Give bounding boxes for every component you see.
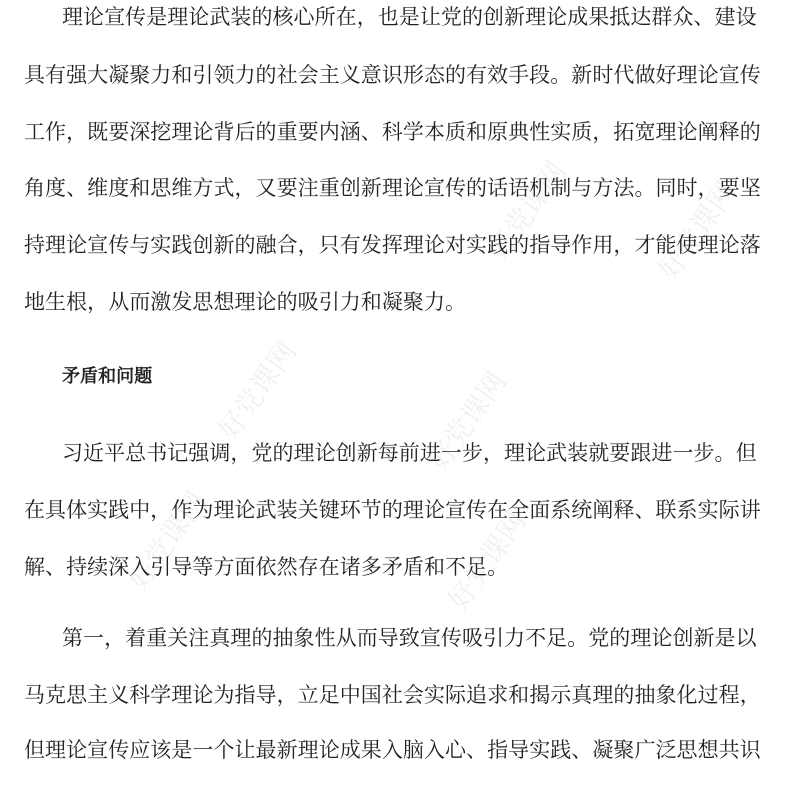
text-line: 持理论宣传与实践创新的融合，只有发挥理论对实践的指导作用，才能使理论落 bbox=[24, 233, 761, 257]
text-line: 地生根，从而激发思想理论的吸引力和凝聚力。 bbox=[24, 290, 467, 314]
watermark: 好党课网 bbox=[441, 505, 533, 617]
text-line: 在具体实践中，作为理论武装关键环节的理论宣传在全面系统阐释、联系实际讲 bbox=[24, 498, 761, 522]
text-line: 习近平总书记强调，党的理论创新每前进一步，理论武装就要跟进一步。但 bbox=[62, 441, 757, 465]
watermark: 好党课网 bbox=[421, 365, 513, 477]
watermark: 好党课网 bbox=[211, 335, 303, 447]
text-line: 马克思主义科学理论为指导，立足中国社会实际追求和揭示真理的抽象化过程， bbox=[24, 683, 761, 707]
watermark: 好党课网 bbox=[481, 155, 573, 267]
text-line: 第一，着重关注真理的抽象性从而导致宣传吸引力不足。党的理论创新是以 bbox=[62, 626, 757, 650]
watermark: 好党课网 bbox=[121, 485, 213, 597]
section-heading: 矛盾和问题 bbox=[62, 366, 153, 387]
text-line: 解、持续深入引导等方面依然存在诸多矛盾和不足。 bbox=[24, 555, 509, 579]
text-line: 工作，既要深挖理论背后的重要内涵、科学本质和原典性实质，拓宽理论阐释的 bbox=[24, 120, 761, 144]
text-line: 理论宣传是理论武装的核心所在，也是让党的创新理论成果抵达群众、建设 bbox=[62, 5, 757, 29]
text-line: 但理论宣传应该是一个让最新理论成果入脑入心、指导实践、凝聚广泛思想共识 bbox=[24, 738, 761, 762]
text-line: 角度、维度和思维方式，又要注重创新理论宣传的话语机制与方法。同时，要坚 bbox=[24, 176, 761, 200]
text-line: 具有强大凝聚力和引领力的社会主义意识形态的有效手段。新时代做好理论宣传 bbox=[24, 63, 761, 87]
watermark: 好党课网 bbox=[651, 175, 743, 287]
